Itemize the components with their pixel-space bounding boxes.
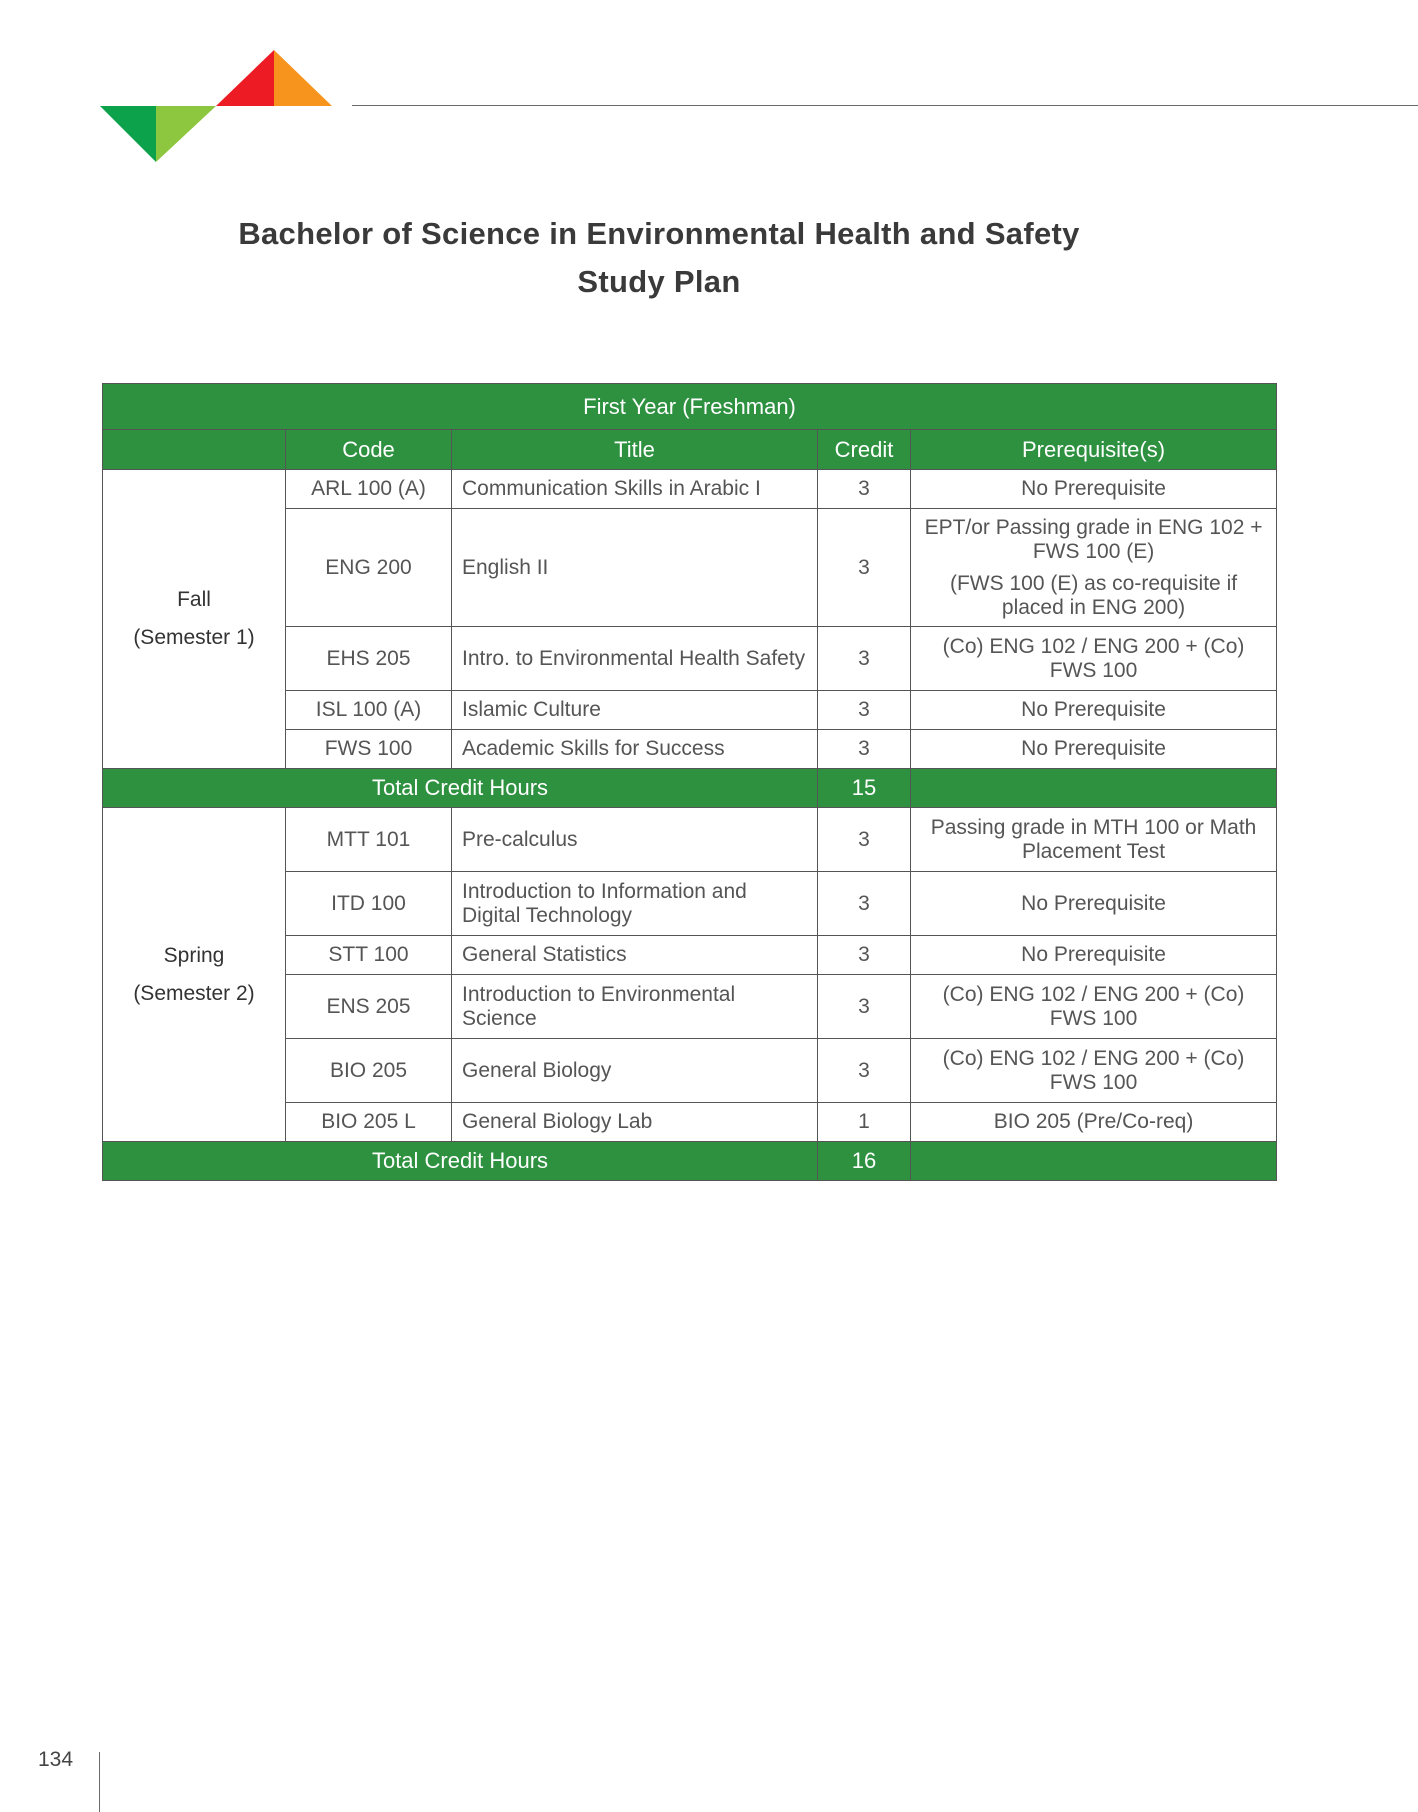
course-title: Communication Skills in Arabic I [452,470,818,509]
course-title: Introduction to Information and Digital Technology [452,872,818,936]
semester-name: Spring [163,943,225,967]
table-row [103,808,1277,872]
course-credit: 3 [818,509,911,627]
total-credit-value: 16 [818,1142,911,1181]
course-code: ENS 205 [286,975,452,1039]
course-credit: 3 [818,1039,911,1103]
course-credit: 3 [818,470,911,509]
course-prereq: (Co) ENG 102 / ENG 200 + (Co) FWS 100 [911,1039,1277,1103]
course-title: Islamic Culture [452,691,818,730]
year-heading-row [103,384,1277,430]
course-credit: 3 [818,936,911,975]
course-credit: 3 [818,730,911,769]
course-code: BIO 205 [286,1039,452,1103]
course-prereq: Passing grade in MTH 100 or Math Placement Test [911,808,1277,872]
prereq-column-header: Prerequisite(s) [911,430,1277,470]
total-blank-cell [911,1142,1277,1181]
course-title: Introduction to Environmental Science [452,975,818,1039]
semester-name: Fall [177,588,211,611]
credit-column-header: Credit [818,430,911,470]
course-code: ITD 100 [286,872,452,936]
course-prereq: (Co) ENG 102 / ENG 200 + (Co) FWS 100 [911,627,1277,691]
year-heading: First Year (Freshman) [103,384,1277,430]
course-code: EHS 205 [286,627,452,691]
semester-column-header [103,430,286,470]
course-prereq: No Prerequisite [911,470,1277,509]
table-row [103,470,1277,509]
header-rule [352,105,1418,106]
course-title: Academic Skills for Success [452,730,818,769]
course-title: General Biology [452,1039,818,1103]
course-code: ISL 100 (A) [286,691,452,730]
total-blank-cell [911,769,1277,808]
column-header-row [103,430,1277,470]
course-title: General Statistics [452,936,818,975]
course-title: Pre-calculus [452,808,818,872]
prereq-note: (FWS 100 (E) as co-requisite if placed in ENG 200) [949,571,1238,619]
prereq-main: EPT/or Passing grade in ENG 102 + FWS 100 (E) [924,515,1263,563]
course-code: ENG 200 [286,509,452,627]
course-credit: 3 [818,691,911,730]
course-credit: 3 [818,808,911,872]
course-title: Intro. to Environmental Health Safety [452,627,818,691]
course-prereq: No Prerequisite [911,691,1277,730]
semester-cell-spring [103,808,286,1142]
course-title: General Biology Lab [452,1103,818,1142]
course-code: MTT 101 [286,808,452,872]
total-row-spring [103,1142,1277,1181]
page-title [180,210,1138,306]
course-prereq: No Prerequisite [911,730,1277,769]
total-label: Total Credit Hours [103,769,818,808]
course-credit: 3 [818,872,911,936]
study-plan-table [102,383,1277,1181]
title-line-2: Study Plan [577,264,741,299]
course-code: BIO 205 L [286,1103,452,1142]
course-prereq: No Prerequisite [911,872,1277,936]
course-credit: 3 [818,627,911,691]
course-prereq [911,509,1277,627]
semester-cell-fall [103,470,286,769]
course-credit: 3 [818,975,911,1039]
course-code: STT 100 [286,936,452,975]
total-row-fall [103,769,1277,808]
semester-number: (Semester 1) [133,626,255,649]
institution-logo-icon [100,50,335,162]
course-credit: 1 [818,1103,911,1142]
course-title: English II [452,509,818,627]
total-label: Total Credit Hours [103,1142,818,1181]
semester-number: (Semester 2) [133,981,255,1005]
course-prereq: No Prerequisite [911,936,1277,975]
title-column-header: Title [452,430,818,470]
course-code: ARL 100 (A) [286,470,452,509]
total-credit-value: 15 [818,769,911,808]
page-number-rule [99,1752,100,1812]
code-column-header: Code [286,430,452,470]
course-code: FWS 100 [286,730,452,769]
course-prereq: BIO 205 (Pre/Co-req) [911,1103,1277,1142]
title-line-1: Bachelor of Science in Environmental Health and Safety [238,216,1080,251]
page-number: 134 [38,1748,74,1771]
course-prereq: (Co) ENG 102 / ENG 200 + (Co) FWS 100 [911,975,1277,1039]
